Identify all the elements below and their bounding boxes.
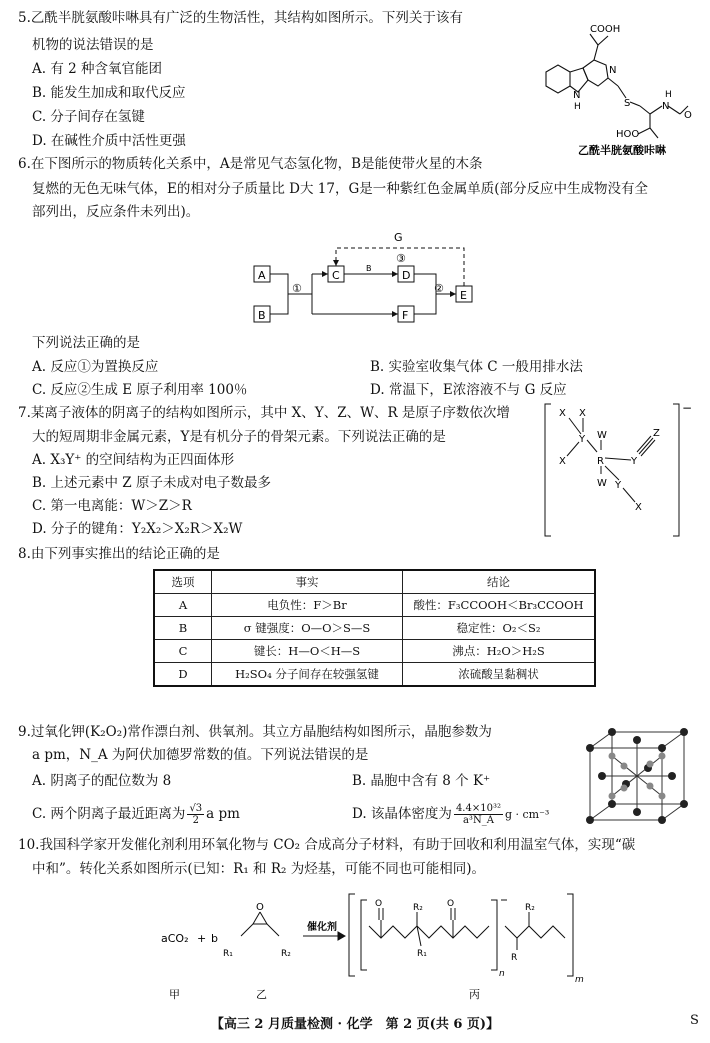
q5-stem-line1: 5.乙酰半胱氨酸咔啉具有广泛的生物活性，其结构如图所示。下列关于该有: [18, 10, 463, 26]
q8-header-conclusion: 结论: [403, 570, 596, 594]
q8-header-fact: 事实: [212, 570, 403, 594]
q5-option-c: C. 分子间存在氢键: [32, 109, 145, 125]
q6-reaction-2: ②: [434, 282, 444, 295]
q10-polymer-o1: O: [375, 899, 383, 909]
q10-stem-line1: 10.我国科学家开发催化剂利用环氧化物与 CO₂ 合成高分子材料，有助于回收和利用温室气体，实现“碳: [18, 837, 636, 853]
q6-option-d: D. 常温下，E浓溶液不与 G 反应: [370, 382, 567, 398]
q8-row-a-conclusion: 酸性：F₃CCOOH＜Br₃CCOOH: [403, 594, 596, 617]
q9-option-c-suffix: a pm: [206, 806, 240, 822]
q8-header-option: 选项: [154, 570, 212, 594]
q7-atom-w1: W: [597, 430, 607, 441]
q5-h2-label: H: [665, 90, 672, 100]
q5-h-label: H: [574, 102, 581, 112]
q9-stem-line1: 9.过氧化钾(K₂O₂)常作漂白剂、供氧剂。其立方晶胞结构如图所示，晶胞参数为: [18, 724, 492, 740]
q10-polymer-r2: R₂: [413, 903, 423, 913]
table-row: [154, 663, 595, 687]
q8-row-b-conclusion: 稳定性：O₂＜S₂: [403, 617, 596, 640]
q7-atom-z: Z: [653, 428, 660, 439]
q10-polymer-r: R: [511, 953, 518, 963]
q9-option-c-prefix: C. 两个阴离子最近距离为: [32, 806, 186, 822]
q7-atom-x3: X: [559, 456, 566, 467]
q6-reaction-1: ①: [292, 282, 302, 295]
footer-mark: S: [690, 1013, 699, 1028]
q10-subscript-m: m: [575, 975, 584, 985]
q5-stem-line2: 机物的说法错误的是: [32, 37, 154, 53]
q5-option-b: B. 能发生加成和取代反应: [32, 85, 186, 101]
q8-row-b-fact: σ 键强度：O—O＞S—S: [212, 617, 403, 640]
q9-option-d-fraction: [454, 803, 503, 826]
q8-row-d-conclusion: 浓硫酸呈黏稠状: [403, 663, 596, 687]
q7-stem-line2: 大的短周期非金属元素，Y是有机分子的骨架元素。下列说法正确的是: [32, 429, 446, 445]
q7-atom-y3: Y: [615, 480, 622, 491]
q10-polymer-r1: R₁: [417, 949, 427, 959]
q7-atom-x2: X: [579, 408, 586, 419]
q9-option-c-fraction: [187, 803, 204, 826]
q7-atom-y1: Y: [579, 434, 586, 445]
q10-plus: +: [197, 932, 207, 945]
q7-atom-x4: X: [635, 502, 642, 513]
q6-label-g: G: [394, 231, 403, 244]
q6-node-a: A: [258, 269, 266, 282]
table-row: [154, 594, 595, 617]
q8-facts-table: [153, 569, 596, 687]
q10-polymer-r2b: R₂: [525, 903, 535, 913]
q7-atom-x1: X: [559, 408, 566, 419]
q10-catalyst: 催化剂: [307, 922, 337, 933]
q7-atom-y2: Y: [631, 456, 638, 467]
q8-row-a-option: A: [154, 594, 212, 617]
q7-option-c: C. 第一电离能：W＞Z＞R: [32, 498, 192, 514]
q6-node-e: E: [460, 289, 467, 302]
q9-option-a: A. 阴离子的配位数为 8: [32, 773, 172, 789]
q10-reaction-scheme: [155, 886, 595, 1004]
q8-row-d-option: D: [154, 663, 212, 687]
q10-subscript-n: n: [499, 969, 505, 979]
q10-r2: R₂: [281, 949, 291, 959]
q8-row-c-conclusion: 沸点：H₂O＞H₂S: [403, 640, 596, 663]
q5-s-label: S: [624, 98, 631, 109]
q6-reaction-3: ③: [396, 252, 406, 265]
q10-label-bing: 丙: [469, 988, 480, 1001]
table-row: [154, 617, 595, 640]
page-footer: 【高三 2 月质量检测 · 化学 第 2 页(共 6 页)】: [210, 1017, 500, 1032]
q5-structure-caption: 乙酰半胱氨酸咔啉: [578, 144, 666, 155]
q5-option-d: D. 在碱性介质中活性更强: [32, 133, 186, 149]
q9-crystal-cell: [582, 726, 694, 828]
q6-stem-line1: 6.在下图所示的物质转化关系中，A是常见气态氢化物，B是能使带火星的木条: [18, 156, 483, 172]
q7-option-a: A. X₃Y⁺ 的空间结构为正四面体形: [32, 452, 235, 468]
q10-polymer-o2: O: [447, 899, 455, 909]
q8-stem: 8.由下列事实推出的结论正确的是: [18, 546, 220, 562]
q10-r1: R₁: [223, 949, 233, 959]
q9-option-d: [352, 800, 549, 829]
q8-table-header: [154, 570, 595, 594]
q10-aco2: aCO₂: [161, 932, 189, 945]
q9-option-d-prefix: D. 该晶体密度为: [352, 806, 452, 822]
q6-transform-diagram: [248, 226, 488, 326]
q5-option-a: A. 有 2 种含氧官能团: [32, 61, 163, 77]
q8-row-d-fact: H₂SO₄ 分子间存在较强氢键: [212, 663, 403, 687]
q6-option-a: A. 反应①为置换反应: [32, 359, 159, 375]
q6-option-c: C. 反应②生成 E 原子利用率 100％: [32, 382, 248, 398]
q8-row-c-fact: 键长：H—O＜H—S: [212, 640, 403, 663]
q7-charge: −: [682, 401, 693, 415]
q8-row-c-option: C: [154, 640, 212, 663]
q10-label-yi: 乙: [256, 988, 267, 1001]
q7-stem-line1: 7.某离子液体的阴离子的结构如图所示，其中 X、Y、Z、W、R 是原子序数依次增: [18, 405, 510, 421]
q5-hoo-label: HOO: [616, 129, 640, 140]
q6-option-b: B. 实验室收集气体 C 一般用排水法: [370, 359, 583, 375]
q9-option-b: B. 晶胞中含有 8 个 K⁺: [352, 773, 491, 789]
table-row: [154, 640, 595, 663]
q6-node-b: B: [258, 309, 266, 322]
q6-stem-line2: 复燃的无色无味气体，E的相对分子质量比 D大 17，G是一种紫红色金属单质(部分反应中生成物没有全: [32, 181, 648, 197]
q6-node-d: D: [402, 269, 411, 282]
q5-nh-label: N: [573, 90, 581, 101]
q6-node-f: F: [402, 309, 409, 322]
q9-c-denominator: 2: [192, 815, 199, 826]
q10-b: b: [211, 932, 218, 945]
q5-structure-figure: [528, 10, 698, 155]
q9-option-c: [32, 800, 240, 828]
q6-arrow-b: B: [366, 264, 372, 273]
q6-stem-line3: 部列出，反应条件未列出)。: [32, 204, 200, 220]
q8-row-b-option: B: [154, 617, 212, 640]
q5-cooh-label: COOH: [590, 24, 621, 35]
q10-stem-line2: 中和”。转化关系如图所示(已知：R₁ 和 R₂ 为烃基，可能不同也可能相同)。: [32, 861, 485, 877]
q5-n-label: N: [609, 65, 617, 76]
q6-ask: 下列说法正确的是: [32, 335, 140, 351]
q7-anion-structure: [543, 400, 693, 540]
q5-n2-label: N: [662, 101, 670, 112]
q9-d-numerator: 4.4×10³²: [455, 803, 501, 814]
q9-option-d-suffix: g · cm⁻³: [504, 808, 550, 821]
q10-epoxide-o: O: [256, 902, 264, 913]
q7-option-d: D. 分子的键角：Y₂X₂＞X₂R＞X₂W: [32, 521, 243, 537]
q9-c-numerator: √3: [189, 803, 203, 814]
q10-label-jia: 甲: [169, 988, 180, 1001]
q7-atom-r: R: [597, 456, 604, 467]
q7-option-b: B. 上述元素中 Z 原子未成对电子数最多: [32, 475, 271, 491]
q6-node-c: C: [332, 269, 340, 282]
q8-row-a-fact: 电负性：F＞Br: [212, 594, 403, 617]
q9-stem-line2: a pm，N_A 为阿伏加德罗常数的值。下列说法错误的是: [32, 747, 369, 763]
q5-o-label: O: [684, 110, 692, 121]
q9-d-denominator: a³N_A: [462, 815, 494, 826]
q7-atom-w2: W: [597, 478, 607, 489]
